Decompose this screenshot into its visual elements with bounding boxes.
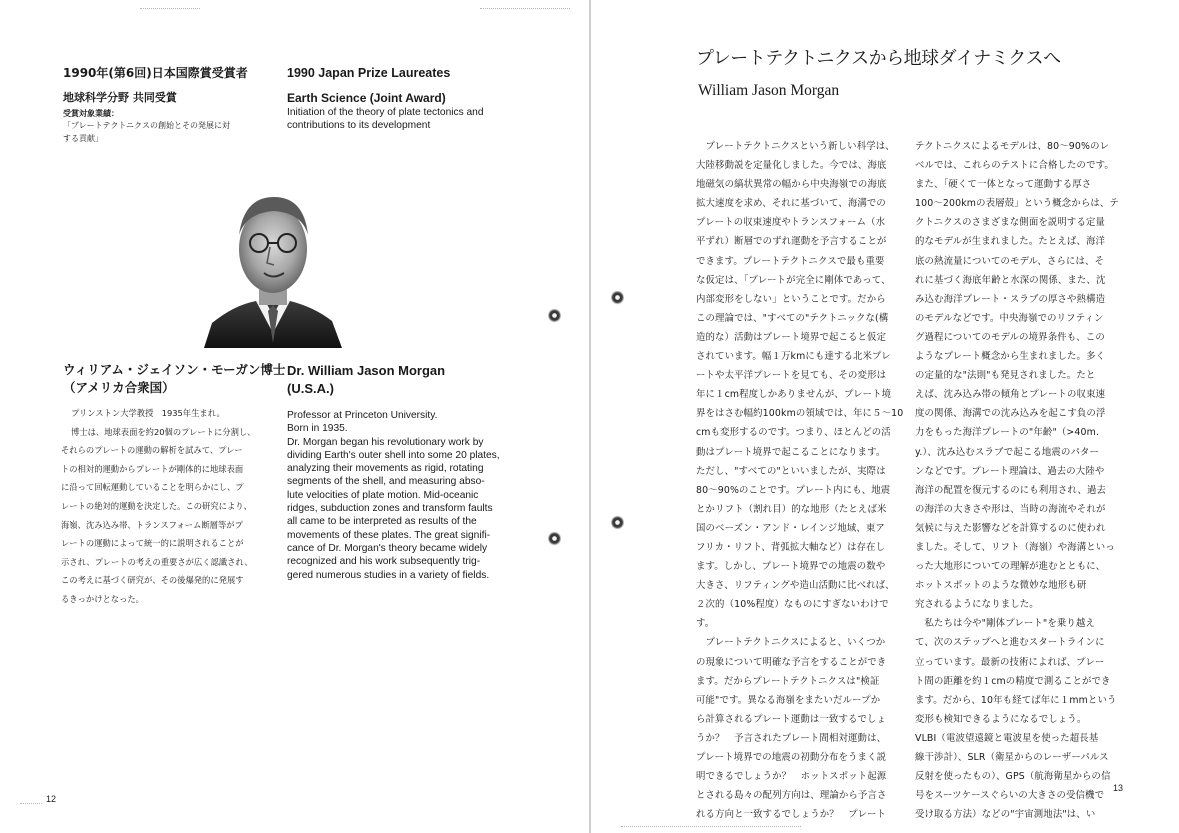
column-2-line: の海洋の大きさや形は、当時の海流やそれが	[915, 503, 1106, 515]
column-1-line: す。	[696, 618, 715, 630]
column-1-line: ます。だからプレートテクトニクスは"検証	[696, 675, 880, 687]
en-field: Earth Science (Joint Award)	[287, 91, 446, 105]
left-page	[0, 0, 589, 833]
binder-hole-icon	[548, 531, 561, 546]
column-1-line: 平ずれ）断層でのずれ運動を予言することが	[696, 236, 887, 248]
column-2-line: 反射を使ったもの）、GPS（航海衛星からの信	[915, 771, 1111, 783]
article-column-2	[915, 137, 1119, 824]
column-1-line: とかリフト（割れ目）的な地形（たとえば米	[696, 503, 887, 515]
column-1-line: プレートの収束速度やトランスフォーム（水	[696, 217, 886, 229]
column-1-line: とされる島々の配列方向は、理論から予言さ	[696, 790, 887, 802]
en-bio-line: movements of these plates. The great signifi-	[287, 529, 491, 541]
en-name-line: Dr. William Jason Morgan	[287, 363, 446, 378]
column-1-line: 地磁気の縞状異常の幅から中央海嶺での海底	[696, 179, 887, 191]
ja-bio-line: トの相対的運動からプレートが剛体的に地球表面	[61, 463, 244, 474]
column-2-line: った大地形についての理解が進むとともに、	[915, 561, 1106, 573]
en-bio-line: Professor at Princeton University.	[287, 410, 438, 421]
article-author: William Jason Morgan	[698, 82, 840, 99]
column-1-line: 界をはさむ幅約100kmの領域では、年に５～10	[696, 408, 904, 420]
column-2-line: のモデルなどです。中央海嶺でのリフティン	[915, 312, 1104, 324]
ja-achievement-line: 「プレートテクトニクスの創始とその発展に対	[63, 121, 230, 130]
column-1-line: されています。幅１万kmにも達する北米プレ	[696, 351, 891, 363]
column-1-line: うか？ 予言されたプレート間相対運動は、	[696, 732, 887, 744]
en-bio	[287, 409, 500, 582]
ja-bio-line: レートの運動によって統一的に説明されることが	[61, 538, 244, 549]
ja-bio-line: この考えに基づく研究が、その後爆発的に発展す	[61, 575, 244, 586]
column-2-line: 究されるようになりました。	[915, 599, 1039, 611]
en-name-line: (U.S.A.)	[287, 381, 334, 396]
column-1-line: ただし、"すべての"といいましたが、実際は	[696, 465, 886, 477]
column-1-line: 国のベーズン・アンド・レインジ地域、東ア	[696, 522, 885, 534]
column-2-line: 的なモデルが生まれました。たとえば、海洋	[915, 236, 1106, 248]
column-1-line: 明できるでしょうか？ ホットスポット起源	[696, 771, 887, 783]
page-number-right: 13	[1113, 783, 1124, 793]
column-2-line: 変形も検知できるようになるでしょう。	[915, 713, 1087, 725]
column-2-line: 底の熱流量についてのモデル、さらには、そ	[915, 255, 1105, 267]
column-2-line: 気候に与えた影響などを計算するのに使われ	[915, 522, 1106, 534]
column-2-line: ました。そして、リフト（海嶺）や海溝といっ	[915, 541, 1115, 553]
column-1-line: 造的な）活動はプレート境界で起こると仮定	[696, 331, 887, 343]
en-bio-line: analyzing their movements as rigid, rotating	[287, 463, 484, 475]
column-2-line: み込む海洋プレート・スラブの厚さや熱構造	[915, 293, 1106, 305]
en-achievement-line: contributions to its development	[287, 120, 431, 132]
column-2-line: 受け取る方法）などの"宇宙測地法"は、い	[915, 809, 1096, 821]
column-2-line: えば、沈み込み帯の傾角とプレートの収束速	[915, 389, 1106, 401]
portrait-photo	[204, 183, 342, 348]
column-1-line: 内部変形をしない」ということです。だから	[696, 293, 886, 305]
column-1-line: プレート境界での地震の初動分布をうまく説	[696, 752, 887, 763]
column-2-line: ベルでは、これらのテストに合格したのです。	[915, 160, 1114, 172]
column-2-line: クトニクスのさまざまな側面を説明する定量	[915, 217, 1106, 229]
en-bio-line: gered numerous studies in a variety of fields.	[287, 569, 490, 581]
column-1-line: ます。しかし、プレート境界での地震の数や	[696, 561, 886, 573]
en-bio-line: lute velocities of plate motion. Mid-oceanic	[287, 489, 479, 501]
column-1-line: できます。プレートテクトニクスで最も重要	[696, 255, 885, 267]
scan-artifact	[480, 8, 570, 10]
column-1-line: の現象について明確な予言をすることができ	[696, 656, 887, 668]
binder-hole-icon	[548, 308, 561, 323]
ja-bio-line: るきっかけとなった。	[61, 593, 144, 604]
column-2-line: ホットスポットのような微妙な地形も研	[915, 580, 1087, 592]
scan-artifact	[140, 8, 200, 10]
en-achievement	[287, 106, 484, 132]
column-1-line: プレートテクトニクスによると、いくつか	[696, 637, 886, 649]
column-2-line: 私たちは今や"剛体プレート"を乗り越え	[915, 618, 1096, 630]
en-bio-line: dividing Earth's outer shell into some 20 plates,	[287, 449, 500, 461]
column-2-line: れに基づく海底年齢と水深の関係、また、沈	[915, 274, 1106, 286]
ja-achievement-line: する貢献」	[63, 134, 103, 143]
column-1-line: プレートテクトニクスという新しい科学は、	[696, 141, 895, 152]
ja-award-title: 1990年(第6回)日本国際賞受賞者	[63, 66, 248, 80]
scan-artifact	[20, 803, 42, 805]
en-laureate-name	[287, 362, 445, 398]
right-page	[591, 0, 1179, 833]
column-1-line: 可能"です。異なる海嶺をまたいだループか	[696, 694, 881, 706]
column-2-line: 度の関係、海溝での沈み込みを起こす負の浮	[915, 408, 1106, 420]
column-2-line: 号をスーツケースぐらいの大きさの受信機で	[915, 790, 1105, 802]
column-1-line: ートや太平洋プレートを見ても、その変形は	[696, 370, 887, 382]
column-2-line: の定量的な"法則"も発見されました。たと	[915, 370, 1096, 382]
column-2-line: ます。だから、10年も経てば年に１mmという	[915, 694, 1117, 706]
column-2-line: VLBI（電波望遠鏡と電波星を使った超長基	[915, 732, 1099, 744]
ja-bio	[61, 404, 255, 609]
column-2-line: 立っています。最新の技術によれば、プレー	[915, 656, 1105, 668]
en-bio-line: recognized and his work subsequently trig-	[287, 556, 481, 568]
ja-bio-line: レートの絶対的運動を決定した。この研究により、	[61, 500, 252, 511]
ja-field: 地球科学分野 共同受賞	[63, 91, 177, 104]
column-2-line: ト間の距離を約１cmの精度で測ることができ	[915, 675, 1111, 687]
column-2-line: y.）、沈み込むスラブで起こる地震のパター	[915, 446, 1100, 458]
column-2-line: 海洋の配置を復元するのにも利用され、過去	[915, 484, 1107, 496]
column-1-line: フリカ・リフト、背弧拡大軸など）は存在し	[696, 541, 886, 553]
binder-hole-icon	[611, 515, 624, 530]
column-2-line: テクトニクスによるモデルは、80～90%のレ	[915, 141, 1110, 152]
en-award-title: 1990 Japan Prize Laureates	[287, 66, 451, 80]
column-1-line: 大陸移動説を定量化しました。今では、海底	[696, 160, 887, 172]
en-achievement-line: Initiation of the theory of plate tectonics and	[287, 107, 484, 118]
ja-name-line: ウィリアム・ジェイソン・モーガン博士	[63, 362, 286, 377]
ja-bio-line: 海嶺、沈み込み帯、トランスフォーム断層等がプ	[61, 519, 243, 530]
ja-bio-line: プリンストン大学教授 1935年生まれ。	[71, 408, 225, 418]
binder-hole-icon	[611, 290, 624, 305]
ja-bio-line: 博士は、地球表面を約20個のプレートに分割し、	[71, 426, 256, 437]
column-1-line: 80～90%のことです。プレート内にも、地震	[696, 484, 891, 496]
column-2-line: また、「硬くて一体となって運動する厚さ	[915, 179, 1092, 191]
column-1-line: 大きさ、リフティングや造山活動に比べれば、	[696, 580, 895, 592]
ja-bio-line: に沿って回転運動していることを明らかにし、プ	[61, 482, 244, 493]
page-number-left: 12	[46, 794, 57, 804]
ja-achievement-label: 受賞対象業績：	[63, 109, 119, 118]
en-bio-line: ridges, subduction zones and transform faults	[287, 503, 493, 515]
column-1-line: な仮定は、「プレートが完全に剛体であって、	[696, 274, 891, 286]
article-column-1	[696, 137, 903, 824]
ja-bio-line: それらのプレートの運動の解析を試みて、プレー	[61, 445, 243, 456]
article-title: プレートテクトニクスから地球ダイナミクスへ	[696, 48, 1061, 69]
en-bio-line: segments of the shell, and measuring abso-	[287, 476, 485, 488]
column-1-line: ２次的（10%程度）なものにすぎないわけで	[696, 599, 889, 611]
column-1-line: 拡大速度を求め、それに基づいて、海溝での	[696, 198, 886, 210]
column-1-line: 年に１cm程度しかありませんが、プレート境	[696, 389, 892, 401]
column-2-line: 100～200kmの表層殻」という概念からは、テ	[915, 198, 1119, 210]
column-2-line: 力をもった海洋プレートの"年齢"（>40m.	[915, 427, 1100, 439]
column-2-line: ようなプレート概念から生まれました。多く	[915, 351, 1106, 363]
column-1-line: cmも変形するのです。つまり、ほとんどの活	[696, 427, 891, 439]
ja-name-line: （アメリカ合衆国）	[63, 380, 175, 395]
scan-artifact	[621, 826, 801, 828]
column-2-line: ンなどです。プレート理論は、過去の大陸や	[915, 465, 1105, 477]
column-1-line: この理論では、"すべての"テクトニックな(構	[696, 312, 889, 324]
en-bio-line: Born in 1935.	[287, 423, 348, 435]
ja-bio-line: 示され、プレートの考えの重要さが広く認識され、	[61, 556, 253, 567]
column-2-line: 線干渉計）、SLR（衛星からのレーザーパルス	[915, 752, 1109, 763]
column-1-line: ら計算されるプレート運動は一致するでしょ	[696, 713, 887, 725]
column-2-line: て、次のステップへと進むスタートラインに	[915, 637, 1105, 649]
en-bio-line: Dr. Morgan began his revolutionary work by	[287, 436, 484, 448]
column-2-line: グ過程についてのモデルの境界条件も、この	[915, 331, 1105, 343]
column-1-line: 動はプレート境界で起こることになります。	[696, 446, 886, 458]
ja-achievement	[63, 119, 283, 145]
column-1-line: れる方向と一致するでしょうか？ プレート	[696, 809, 887, 821]
en-bio-line: all came to be interpreted as results of the	[287, 516, 477, 528]
ja-laureate-name	[63, 361, 285, 397]
en-bio-line: cance of Dr. Morgan's theory became widely	[287, 542, 488, 554]
